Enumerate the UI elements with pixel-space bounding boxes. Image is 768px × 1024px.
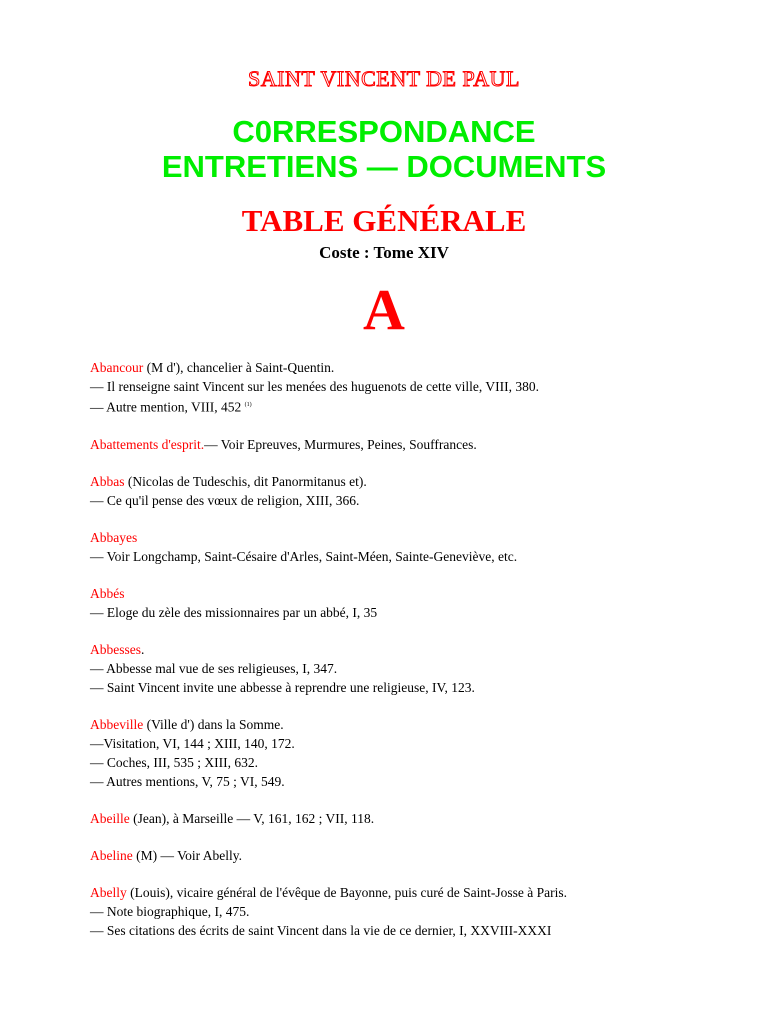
index-entry bbox=[90, 528, 750, 566]
volume-subtitle: Coste : Tome XIV bbox=[319, 243, 449, 262]
entry-reference-line bbox=[90, 772, 750, 791]
entry-reference-line bbox=[90, 659, 750, 678]
author-heading: SAINT VINCENT DE PAUL bbox=[248, 66, 520, 91]
entry-description: (Jean), à Marseille — V, 161, 162 ; VII, 118. bbox=[129, 810, 375, 826]
entry-headword: Abbeville bbox=[90, 716, 144, 732]
entry-reference-line bbox=[90, 678, 750, 697]
entry-heading-line bbox=[90, 435, 750, 454]
entry-description: (Louis), vicaire général de l'évêque de Bayonne, puis curé de Saint-Josse à Paris. bbox=[126, 884, 568, 900]
entry-description: (M d'), chancelier à Saint-Quentin. bbox=[143, 360, 335, 375]
entry-heading-line bbox=[90, 715, 750, 734]
entry-reference-text: — Autre mention, VIII, 452 bbox=[90, 399, 242, 415]
title-line-1: C0RRESPONDANCE bbox=[232, 114, 536, 149]
index-entry bbox=[90, 435, 750, 454]
entry-description: (Ville d') dans la Somme. bbox=[143, 716, 284, 732]
index-entry bbox=[90, 846, 750, 865]
index-entry bbox=[90, 883, 750, 940]
entry-reference-text: — Voir Longchamp, Saint-Césaire d'Arles, Saint-Méen, Sainte-Geneviève, etc. bbox=[90, 548, 518, 564]
entry-reference-text: — Ce qu'il pense des vœux de religion, XIII, 366. bbox=[90, 492, 360, 508]
title-line-2: ENTRETIENS — DOCUMENTS bbox=[161, 149, 607, 184]
entry-reference-line bbox=[90, 377, 750, 396]
entry-description: (Nicolas de Tudeschis, dit Panormitanus et). bbox=[124, 473, 367, 489]
entry-headword: Abbas bbox=[90, 473, 125, 489]
index-entries bbox=[90, 358, 750, 958]
entry-reference-text: — Saint Vincent invite une abbesse à reprendre une religieuse, IV, 123. bbox=[90, 679, 475, 695]
index-entry bbox=[90, 715, 750, 791]
entry-heading-line bbox=[90, 809, 750, 828]
entry-reference-line bbox=[90, 734, 750, 753]
index-entry bbox=[90, 358, 750, 417]
entry-heading-line bbox=[90, 472, 750, 491]
entry-heading-line bbox=[90, 528, 750, 547]
entry-reference-line bbox=[90, 603, 750, 622]
index-entry bbox=[90, 472, 750, 510]
entry-headword: Abbesses bbox=[90, 641, 141, 657]
entry-reference-text: — Abbesse mal vue de ses religieuses, I, 347. bbox=[90, 660, 338, 676]
index-entry bbox=[90, 809, 750, 828]
entry-headword: Abeline bbox=[90, 847, 133, 863]
entry-headword: Abeille bbox=[90, 810, 130, 826]
entry-reference-text: — Coches, III, 535 ; XIII, 632. bbox=[90, 754, 258, 770]
entry-reference-text: — Note biographique, I, 475. bbox=[90, 903, 250, 919]
entry-heading-line bbox=[90, 358, 750, 377]
entry-heading-line bbox=[90, 584, 750, 603]
entry-headword: Abancour bbox=[90, 360, 144, 375]
entry-headword: Abelly bbox=[90, 884, 127, 900]
entry-reference-line bbox=[90, 396, 750, 417]
entry-description: (M) — Voir Abelly. bbox=[132, 847, 243, 863]
entry-reference-line bbox=[90, 902, 750, 921]
entry-heading-line bbox=[90, 640, 750, 659]
entry-reference-line bbox=[90, 491, 750, 510]
entry-reference-text: — Il renseigne saint Vincent sur les menées des huguenots de cette ville, VIII, 380. bbox=[90, 379, 539, 394]
entry-reference-text: — Autres mentions, V, 75 ; VI, 549. bbox=[90, 773, 285, 789]
entry-reference-text: — Eloge du zèle des missionnaires par un abbé, I, 35 bbox=[90, 604, 378, 620]
entry-headword: Abbayes bbox=[90, 529, 138, 545]
entry-reference-text: — Ses citations des écrits de saint Vincent dans la vie de ce dernier, I, XXVIII-XXXI bbox=[90, 922, 552, 938]
entry-reference-line bbox=[90, 753, 750, 772]
entry-description: — Voir Epreuves, Murmures, Peines, Souffrances. bbox=[204, 436, 477, 452]
entry-reference-line bbox=[90, 921, 750, 940]
index-entry bbox=[90, 640, 750, 697]
entry-reference-line bbox=[90, 547, 750, 566]
section-letter: A bbox=[363, 277, 405, 342]
table-title: TABLE GÉNÉRALE bbox=[241, 203, 527, 238]
entry-heading-line bbox=[90, 846, 750, 865]
entry-headword: Abbés bbox=[90, 585, 125, 601]
entry-heading-line bbox=[90, 883, 750, 902]
index-entry bbox=[90, 584, 750, 622]
entry-description: . bbox=[141, 641, 145, 657]
entry-reference-text: —Visitation, VI, 144 ; XIII, 140, 172. bbox=[90, 735, 295, 751]
footnote-marker: (1) bbox=[244, 402, 252, 408]
entry-headword: Abattements d'esprit. bbox=[90, 436, 205, 452]
